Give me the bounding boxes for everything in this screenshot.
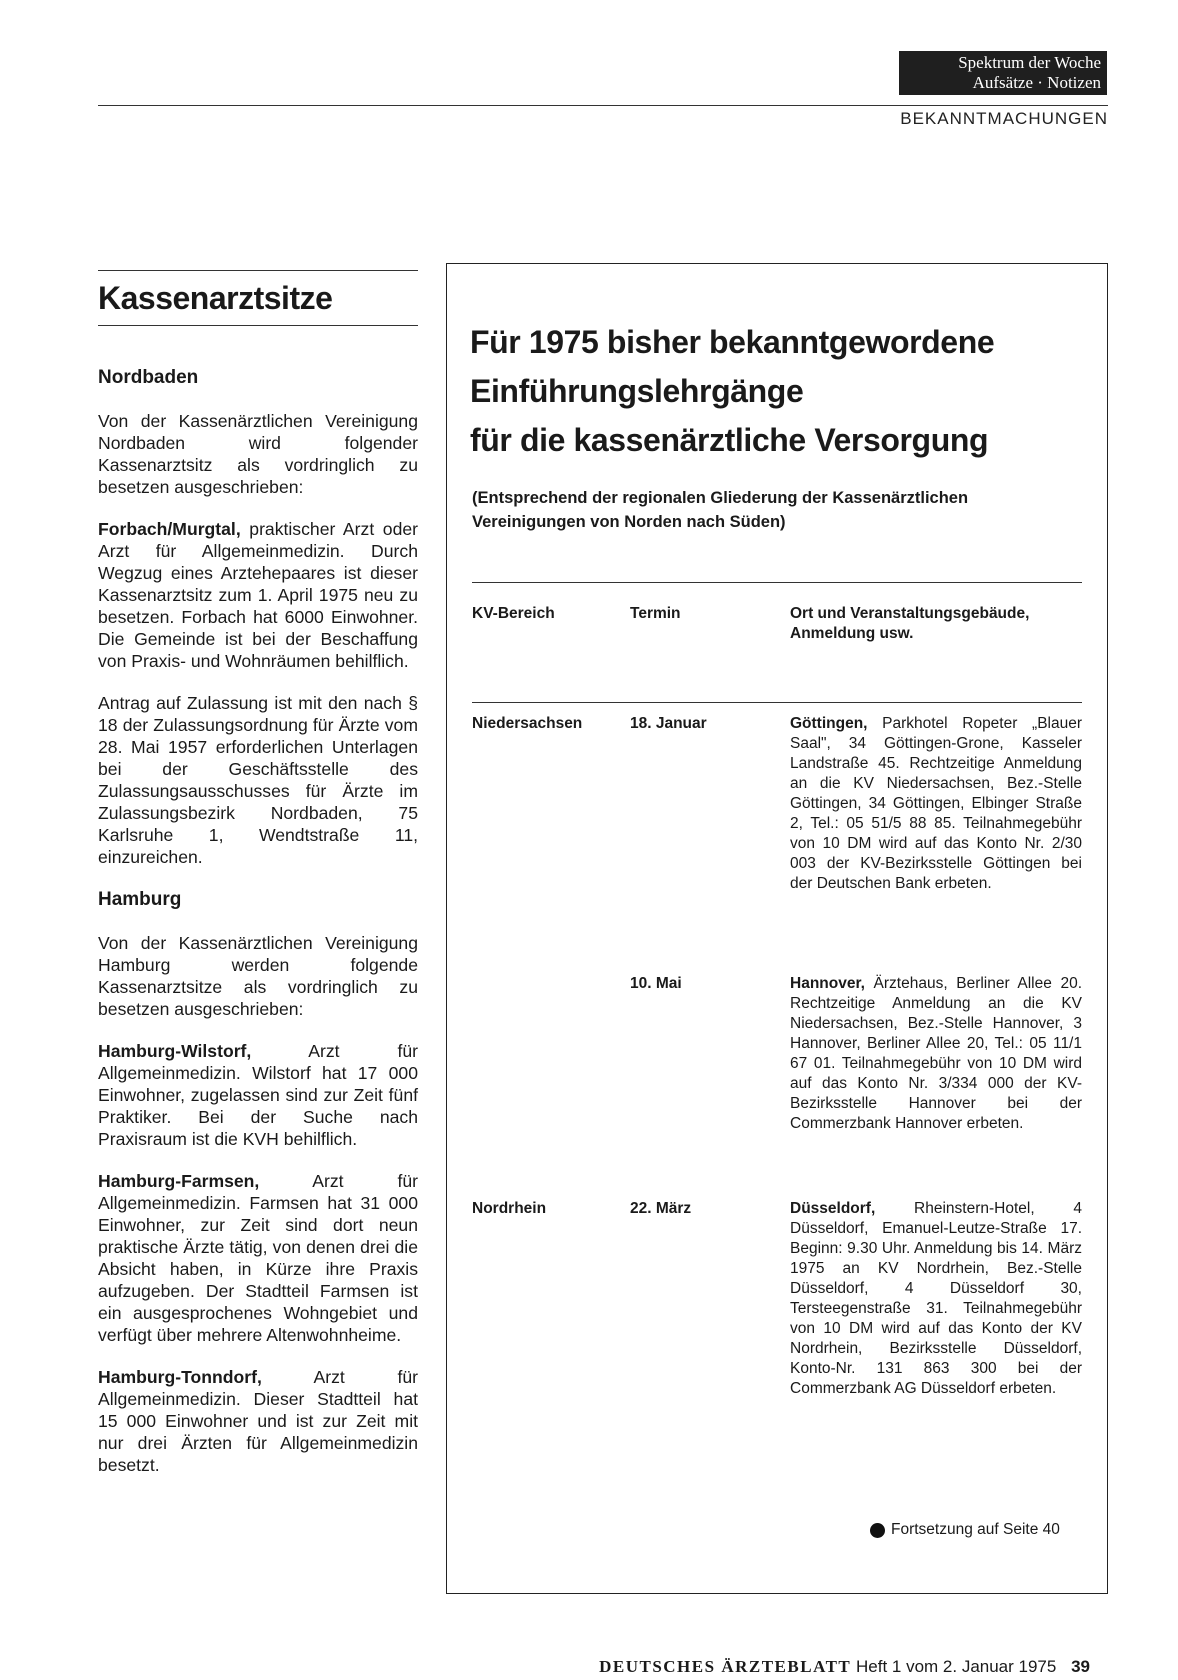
entry-name: Hamburg-Tonndorf, bbox=[98, 1367, 262, 1387]
continuation-text: Fortsetzung auf Seite 40 bbox=[891, 1521, 1060, 1538]
entry-name: Forbach/Murgtal, bbox=[98, 519, 241, 539]
nordbaden-antrag: Antrag auf Zulassung ist mit den nach § 18 der Zulassungsordnung für Ärzte vom 28. Mai 1957 erforderlichen Unterlagen bei der Geschäftsstelle des Zulassungsausschusses für Ärzte im Zulassungsbezirk Nordbaden, 75 Karlsruhe 1, Wendtstraße 11, einzureichen. bbox=[98, 693, 418, 867]
row-date: 22. März bbox=[630, 1200, 692, 1217]
issue-info: Heft 1 vom 2. Januar 1975 bbox=[856, 1657, 1057, 1676]
entry-name: Hamburg-Wilstorf, bbox=[98, 1041, 252, 1061]
section-heading-hamburg: Hamburg bbox=[98, 889, 182, 910]
section-label-line-1: Spektrum der Woche bbox=[958, 53, 1101, 72]
row-date: 18. Januar bbox=[630, 715, 707, 732]
page-footer bbox=[470, 1656, 1090, 1678]
left-column bbox=[98, 270, 418, 1496]
entry-name: Hamburg-Farmsen, bbox=[98, 1171, 260, 1191]
hamburg-intro: Von der Kassenärztlichen Vereinigung Hamburg werden folgende Kassenarztsitze als vordringlich zu besetzen ausgeschrieben: bbox=[98, 933, 418, 1019]
entry-text: praktischer Arzt oder Arzt für Allgemeinmedizin. Durch Wegzug eines Arztehepaares ist dieser Kassenarztsitz zum 1. April 1975 neu zu besetzen. Forbach hat 6000 Einwohner. Die Gemeinde ist bei der Beschaffung von Praxis- und Wohnräumen behilflich. bbox=[98, 519, 418, 671]
title-rule-bottom bbox=[98, 325, 418, 326]
column-header-date: Termin bbox=[630, 605, 681, 622]
row-location bbox=[790, 714, 1082, 894]
entry-text: Arzt für Allgemeinmedizin. Wilstorf hat 17 000 Einwohner, zugelassen sind zur Zeit fünf Praktiker. Bei der Suche nach Praxisraum ist die KVH behilflich. bbox=[98, 1041, 418, 1149]
row-details: Parkhotel Ropeter „Blauer Saal", 34 Göttingen-Grone, Kasseler Landstraße 45. Rechtzeitige Anmeldung an die KV Niedersachsen, Bez.-Stelle Göttingen, 34 Göttingen, Elbinger Straße 2, Tel.: 05 51/5 88 85. Teilnahmegebühr von 10 DM wird auf das Konto Nr. 2/30 003 der KV-Bezirksstelle Göttingen bei der Deutschen Bank erbeten. bbox=[790, 715, 1082, 892]
hamburg-entry bbox=[98, 1170, 418, 1346]
course-subtitle: (Entsprechend der regionalen Gliederung der Kassenärztlichen Vereinigungen von Norden nach Süden) bbox=[472, 489, 969, 531]
row-date: 10. Mai bbox=[630, 975, 682, 992]
header-rule bbox=[98, 105, 1108, 106]
row-place: Hannover, bbox=[790, 975, 865, 992]
course-title bbox=[470, 318, 1090, 465]
column-header-location: Ort und Veranstaltungsgebäude, Anmeldung usw. bbox=[790, 605, 1030, 642]
hamburg-entry bbox=[98, 1366, 418, 1476]
row-place: Düsseldorf, bbox=[790, 1200, 876, 1217]
row-region: Niedersachsen bbox=[472, 715, 583, 732]
bullet-dot-icon bbox=[870, 1523, 885, 1538]
row-details: Ärztehaus, Berliner Allee 20. Rechtzeitige Anmeldung an die KV Niedersachsen, Bez.-Stelle Hannover, 3 Hannover, Berliner Allee 20, Tel.: 05 11/1 67 01. Teilnahmegebühr von 10 DM wird auf das Konto Nr. 3/334 000 der KV-Bezirksstelle Hannover bei der Commerzbank Hannover erbeten. bbox=[790, 975, 1082, 1132]
row-details: Rheinstern-Hotel, 4 Düsseldorf, Emanuel-Leutze-Straße 17. Beginn: 9.30 Uhr. Anmeldung bis 14. März 1975 an KV Nordrhein, Bez.-Stelle Düsseldorf, 4 Düsseldorf 30, Tersteegenstraße 31. Teilnahmegebühr von 10 DM wird auf das Konto der KV Nordrhein, Bezirksstelle Düsseldorf, Konto-Nr. 131 863 300 bei der Commerzbank AG Düsseldorf erbeten. bbox=[790, 1200, 1082, 1397]
article-title: Kassenarztsitze bbox=[98, 280, 333, 316]
title-rule-top bbox=[98, 270, 418, 271]
course-title-line: für die kassenärztliche Versorgung bbox=[470, 422, 989, 458]
entry-text: Arzt für Allgemeinmedizin. Dieser Stadtteil hat 15 000 Einwohner und ist zur Zeit mit nur drei Ärzten für Allgemeinmedizin besetzt. bbox=[98, 1367, 418, 1475]
row-location bbox=[790, 974, 1082, 1134]
continuation-note bbox=[870, 1520, 1060, 1540]
table-rule-top bbox=[472, 582, 1082, 583]
hamburg-entry bbox=[98, 1040, 418, 1150]
column-header-region: KV-Bereich bbox=[472, 605, 555, 622]
nordbaden-intro: Von der Kassenärztlichen Vereinigung Nordbaden wird folgender Kassenarztsitz als vordringlich zu besetzen ausgeschrieben: bbox=[98, 411, 418, 497]
journal-name: DEUTSCHES ÄRZTEBLATT bbox=[599, 1657, 852, 1676]
row-location bbox=[790, 1199, 1082, 1399]
course-title-line: Einführungslehrgänge bbox=[470, 373, 804, 409]
page-number: 39 bbox=[1071, 1657, 1090, 1676]
row-region: Nordrhein bbox=[472, 1200, 547, 1217]
nordbaden-entry bbox=[98, 518, 418, 672]
course-title-line: Für 1975 bisher bekanntgewordene bbox=[470, 324, 995, 360]
section-label-box bbox=[899, 51, 1107, 95]
table-rule-header bbox=[472, 702, 1082, 703]
entry-text: Arzt für Allgemeinmedizin. Farmsen hat 31 000 Einwohner, zur Zeit sind dort neun praktische Ärzte tätig, von denen drei die Absicht haben, in Kürze ihre Praxis aufzugeben. Der Stadtteil Farmsen ist ein ausgesprochenes Wohngebiet und verfügt über mehrere Altenwohnheime. bbox=[98, 1171, 418, 1345]
category-label: BEKANNTMACHUNGEN bbox=[900, 109, 1108, 128]
section-heading-nordbaden: Nordbaden bbox=[98, 367, 199, 388]
row-place: Göttingen, bbox=[790, 715, 868, 732]
section-label-line-2: Aufsätze · Notizen bbox=[972, 73, 1101, 92]
